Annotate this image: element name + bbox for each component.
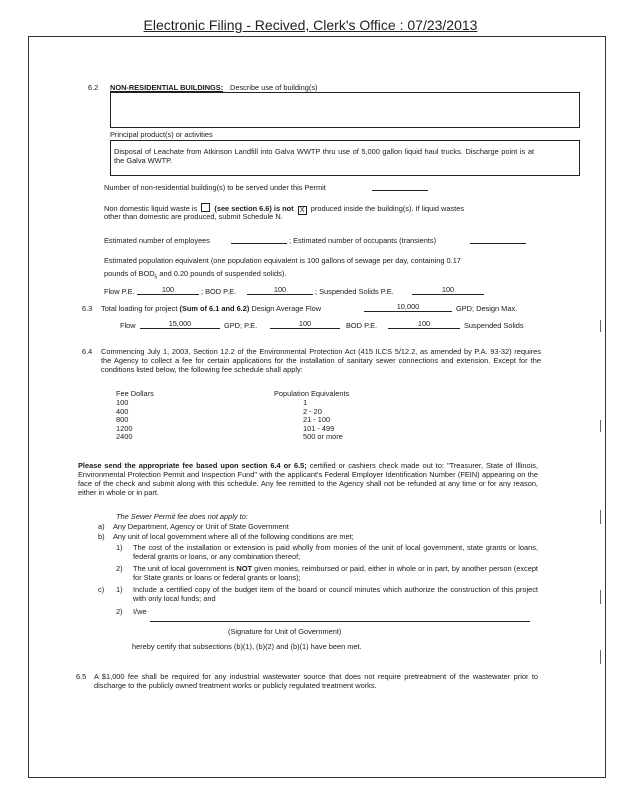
s64-text: Commencing July 1, 2003, Section 12.2 of the Environmental Protection Act (415 ILCS 5/12.2, as amended by P.A. 93-32) requires the Agency to collect a fee for certain applications for the installation of sanitary sewer connections and extension. Except for the conditions listed below, the following fee schedule shall apply: [101,347,541,374]
building-use-box[interactable] [110,92,580,128]
nondomestic-a: Non domestic liquid waste is [104,204,198,213]
max-flow-value: 15,000 [168,319,192,328]
principal-box[interactable] [110,140,580,176]
pe-value: 100 [298,319,312,328]
is-not-checkbox[interactable] [298,206,307,215]
bod-pe-label: ; BOD P.E. [201,287,237,296]
check-mark: X [299,207,305,214]
max-flow-line[interactable] [140,328,220,329]
please-send [78,461,538,497]
not-apply: The Sewer Permit fee does not apply to: [116,512,248,521]
employees-line[interactable] [231,243,287,244]
certify-text: hereby certify that subsections (b)(1), (b)(2) and (b)(1) have been met. [132,642,362,651]
c2-text: I/we [133,607,147,616]
flow-label: Flow [120,321,136,330]
nondomestic-c: produced inside the building(s). If liquid wastes [310,204,465,213]
ss-label: Suspended Solids [464,321,524,330]
s63-text-a: Total loading for project [101,304,178,313]
list-item: Any unit of local government where all of the following conditions are met; [113,532,354,541]
nondomestic-d: other than domestic are produced, submit Schedule N. [104,212,283,221]
pe-cell: 500 or more [303,432,343,442]
sublist-b: given monies, reimbursed or paid, either in whole or in part, by another person (except for State grants or loans or federal grants or loans); [133,564,538,582]
bod-pe-value: 100 [273,285,287,294]
signature-label: (Signature for Unit of Government) [228,627,342,636]
c-key: c) [98,585,105,594]
pe-cell: 21 - 100 [303,415,331,425]
pe-line[interactable] [270,328,340,329]
fee-header: Fee Dollars [116,389,154,398]
pe-line1: Estimated population equivalent (one population equivalent is 100 gallons of sewage per day, containing 0.17 [104,256,461,265]
buildings-served-label: Number of non-residential building(s) to be served under this Permit [104,183,326,192]
section-number: 6.2 [88,83,99,92]
fee-cell: 100 [116,398,129,407]
fee-cell: 800 [116,415,129,425]
pe-cell: 2 - 20 [303,406,322,416]
gpd-design-max: GPD; Design Max. [456,304,518,313]
scan-mark [600,590,601,604]
section-number: 6.5 [76,672,87,681]
pe-line2-b: and 0.20 pounds of suspended solids). [159,269,287,278]
bod-pe-line[interactable] [247,294,313,295]
flow-pe-value: 100 [161,285,175,294]
scan-mark [600,420,601,432]
bod-line[interactable] [388,328,460,329]
buildings-served-line[interactable] [372,190,428,191]
s63-line1 [101,304,321,313]
pe-cell: 1 [303,398,308,407]
s63-text-c: Design Average Flow [251,304,322,313]
flow-pe-label: Flow P.E. [104,287,135,296]
scan-mark [600,510,601,524]
avg-flow-line[interactable] [364,311,452,312]
pe-line2 [104,269,286,282]
c1-text: Include a certified copy of the budget item of the board or council minutes which authorize the construction of this project with only local funds; and [133,585,538,603]
signature-line[interactable] [150,621,530,622]
principal-label: Principal product(s) or activities [110,130,213,139]
sublist-key: 2) [116,564,123,573]
gpd-pe-label: GPD; P.E. [224,321,258,330]
occupants-label: ; Estimated number of occupants (transients) [289,236,437,245]
fee-cell: 400 [116,406,129,416]
please-bold: Please send the appropriate fee based upon section 6.4 or 6.5; [78,461,307,470]
section-number: 6.3 [82,304,93,313]
describe-label: Describe use of building(s) [230,83,318,92]
pe-line2-sub: 5 [154,274,158,281]
scan-mark [600,650,601,664]
sublist-a: The unit of local government is [133,564,235,573]
occupants-line[interactable] [470,243,526,244]
avg-flow-value: 10,000 [396,302,420,311]
flow-pe-line[interactable] [137,294,199,295]
list-key: b) [98,532,105,541]
please-rest: certified or cashiers check made out to: "Treasurer, State of Illinois, Environmental Protection Permit and Inspection Fund" with the applicant's Federal Employer Identification Number (FEIN) appearing on the face of the check and submit along with this schedule. Any fee remitted to the Agency shall not be refunded at any time or for any reason, either in whole or in part. [78,461,538,497]
c1-key: 1) [116,585,123,594]
section-number: 6.4 [82,347,93,356]
nondomestic-b: (see section 6.6) is not [214,204,294,213]
s65-text: A $1,000 fee shall be required for any industrial wastewater source that does not require pretreatment of the wastewater prior to discharge to the publicly owned treatment works or publicly regulated treatment works. [94,672,538,690]
section-title: NON-RESIDENTIAL BUILDINGS: [110,83,224,92]
ss-pe-line[interactable] [412,294,484,295]
filing-header: Electronic Filing - Recived, Clerk's Office : 07/23/2013 [143,17,478,33]
list-key: a) [98,522,105,531]
sublist-item: The cost of the installation or extension is paid wholly from monies of the unit of local government, state grants or loans, federal grants or loans, or any combination thereof; [133,543,538,561]
sublist-item [133,564,538,582]
sublist-bold: NOT [236,564,252,573]
pe-line2-a: pounds of BOD [104,269,155,278]
is-checkbox[interactable] [201,203,210,212]
fee-cell: 1200 [116,423,133,433]
c2-key: 2) [116,607,123,616]
employees-label: Estimated number of employees [104,236,210,245]
pe-header: Population Equivalents [274,389,350,398]
bod-value: 100 [417,319,431,328]
list-item: Any Department, Agency or Unit of State Government [113,522,289,531]
pe-cell: 101 - 499 [303,423,335,433]
bod-pe-label-2: BOD P.E. [346,321,378,330]
sublist-key: 1) [116,543,123,552]
fee-cell: 2400 [116,432,133,442]
principal-text: Disposal of Leachate from Atkinson Landfill into Galva WWTP thru use of 5,000 gallon liquid haul trucks. Discharge point is at the Galva WWTP. [114,147,534,165]
scan-mark [600,320,601,332]
s63-text-b: (Sum of 6.1 and 6.2) [179,304,250,313]
ss-pe-value: 100 [441,285,455,294]
ss-pe-label: ; Suspended Solids P.E. [315,287,394,296]
